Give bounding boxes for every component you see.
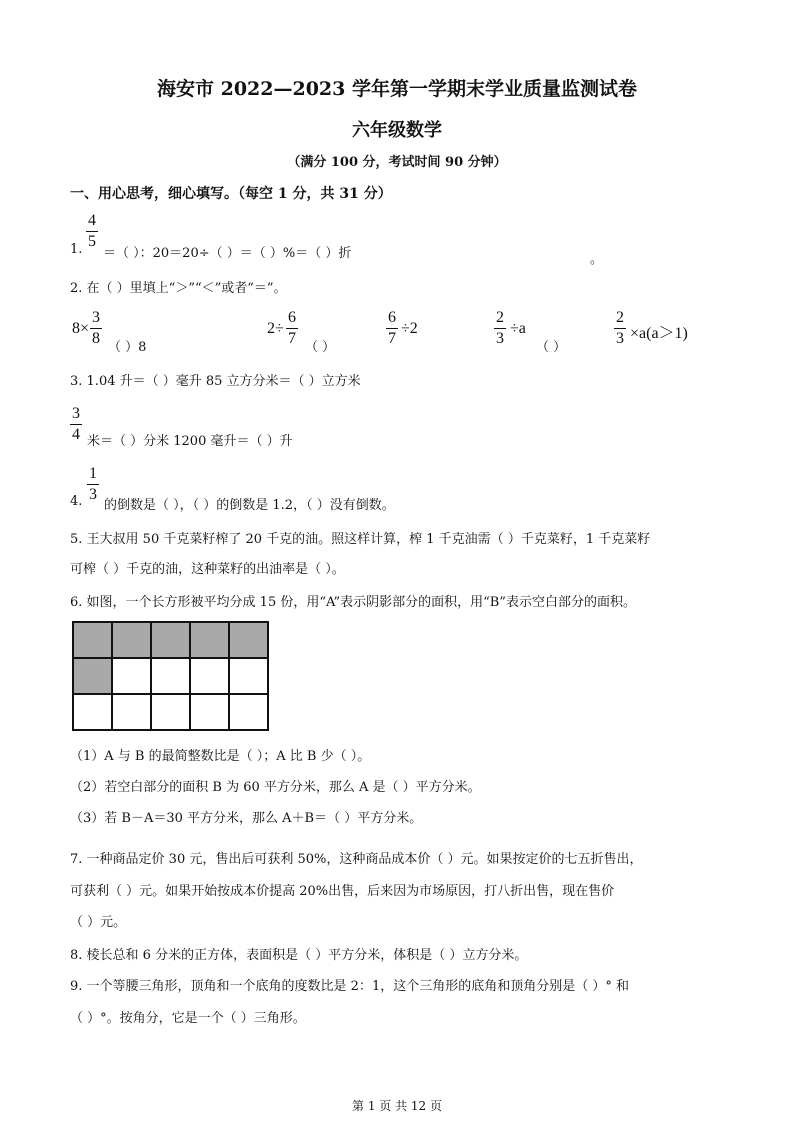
- grid-cell-shaded: [74, 623, 113, 659]
- expression-suffix: ÷2: [401, 320, 418, 337]
- fraction: [614, 310, 626, 347]
- fraction-bar: [386, 328, 398, 329]
- denominator: 3: [89, 486, 97, 503]
- grid-cell-blank: [191, 695, 230, 731]
- fraction-bar: [286, 328, 298, 329]
- grid-cell-blank: [152, 695, 191, 731]
- question-text: （ ）°。按角分，它是一个（ ）三角形。: [70, 1011, 306, 1026]
- question-text: 9. 一个等腰三角形，顶角和一个底角的度数比是 2：1，这个三角形的底角和顶角分别是（ ）° 和: [70, 979, 629, 994]
- denominator: 4: [72, 426, 80, 443]
- section-heading: 一、用心思考，细心填写。（每空 1 分，共 31 分）: [70, 186, 392, 202]
- question-text: 可榨（ ）千克的油，这种菜籽的出油率是（ ）。: [70, 562, 345, 577]
- grid-cell-blank: [191, 659, 230, 695]
- denominator: 8: [92, 330, 100, 347]
- fraction: [90, 310, 102, 347]
- expression-suffix: ×a(a＞1): [630, 325, 688, 342]
- denominator: 7: [388, 330, 396, 347]
- rectangle-grid: [72, 621, 269, 731]
- numerator: 6: [288, 309, 296, 326]
- sub-question-3: （3）若 B－A＝30 平方分米，那么 A＋B＝（ ）平方分米。: [70, 811, 423, 826]
- sub-question-1: （1）A 与 B 的最简整数比是（ ）；A 比 B 少（ ）。: [70, 749, 371, 764]
- grid-cell-blank: [230, 695, 269, 731]
- fraction-bar: [86, 231, 98, 232]
- compare-blank: （ ）8: [108, 340, 147, 355]
- denominator: 3: [616, 330, 624, 347]
- question-text: （ ）元。: [70, 915, 127, 930]
- question-text: ＝（ ）：20＝20÷（ ）＝（ ）%＝（ ）折: [103, 246, 352, 261]
- denominator: 3: [496, 330, 504, 347]
- question-number: 4.: [70, 494, 83, 509]
- numerator: 4: [88, 212, 96, 229]
- sub-question-2: （2）若空白部分的面积 B 为 60 平方分米，那么 A 是（ ）平方分米。: [70, 780, 481, 795]
- grid-cell-blank: [230, 659, 269, 695]
- question-text: 可获利（ ）元。如果开始按成本价提高 20%出售，后来因为市场原因，打八折出售，现在售价: [70, 884, 615, 899]
- grid-cell-blank: [113, 695, 152, 731]
- numerator: 1: [89, 465, 97, 482]
- question-tail: 。: [590, 252, 604, 267]
- question-text: 3. 1.04 升＝（ ）毫升 85 立方分米＝（ ）立方米: [70, 374, 361, 389]
- expression-prefix: 8×: [72, 320, 90, 337]
- grid-cell-blank: [74, 695, 113, 731]
- fraction-bar: [614, 328, 626, 329]
- numerator: 2: [496, 309, 504, 326]
- compare-blank: （ ）: [305, 340, 336, 355]
- grid-cell-shaded: [152, 623, 191, 659]
- question-text: 米＝（ ）分米 1200 毫升＝（ ）升: [87, 434, 293, 449]
- grid-cell-blank: [113, 659, 152, 695]
- question-text: 的倒数是（ ），（ ）的倒数是 1.2，（ ）没有倒数。: [104, 498, 395, 513]
- grid-cell-shaded: [191, 623, 230, 659]
- page-title: 海安市 2022—2023 学年第一学期末学业质量监测试卷: [157, 78, 637, 100]
- compare-blank: （ ）: [536, 340, 567, 355]
- exam-note: （满分 100 分，考试时间 90 分钟）: [287, 155, 507, 170]
- fraction: [86, 213, 98, 250]
- expression-suffix: ÷a: [510, 320, 526, 337]
- fraction: [494, 310, 506, 347]
- numerator: 6: [388, 309, 396, 326]
- numerator: 3: [92, 309, 100, 326]
- fraction-bar: [494, 328, 506, 329]
- question-text: 5. 王大叔用 50 千克菜籽榨了 20 千克的油。照这样计算，榨 1 千克油需（ ）千克菜籽，1 千克菜籽: [70, 532, 651, 547]
- fraction: [286, 310, 298, 347]
- question-8: 8. 棱长总和 6 分米的正方体，表面积是（ ）平方分米，体积是（ ）立方分米。: [70, 948, 528, 963]
- fraction: [386, 310, 398, 347]
- grid-cell-shaded: [74, 659, 113, 695]
- question-text: 7. 一种商品定价 30 元，售出后可获利 50%，这种商品成本价（ ）元。如果按定价的七五折售出，: [70, 852, 643, 867]
- numerator: 2: [616, 309, 624, 326]
- numerator: 3: [72, 405, 80, 422]
- fraction-bar: [90, 328, 102, 329]
- denominator: 5: [88, 233, 96, 250]
- question-text: 6. 如图，一个长方形被平均分成 15 份，用“A”表示阴影部分的面积，用“B”表示空白部分的面积。: [70, 595, 636, 610]
- fraction-bar: [70, 424, 82, 425]
- grid-cell-shaded: [113, 623, 152, 659]
- grid-cell-blank: [152, 659, 191, 695]
- grid-cell-shaded: [230, 623, 269, 659]
- expression-prefix: 2÷: [267, 320, 284, 337]
- page-subtitle: 六年级数学: [352, 120, 442, 141]
- fraction-bar: [87, 484, 99, 485]
- question-number: 1.: [70, 242, 83, 257]
- question-text: 2. 在（ ）里填上“＞”“＜”或者“＝”。: [70, 281, 287, 296]
- denominator: 7: [288, 330, 296, 347]
- page-footer: 第 1 页 共 12 页: [352, 1099, 442, 1113]
- fraction: [87, 466, 99, 503]
- fraction: [70, 406, 82, 443]
